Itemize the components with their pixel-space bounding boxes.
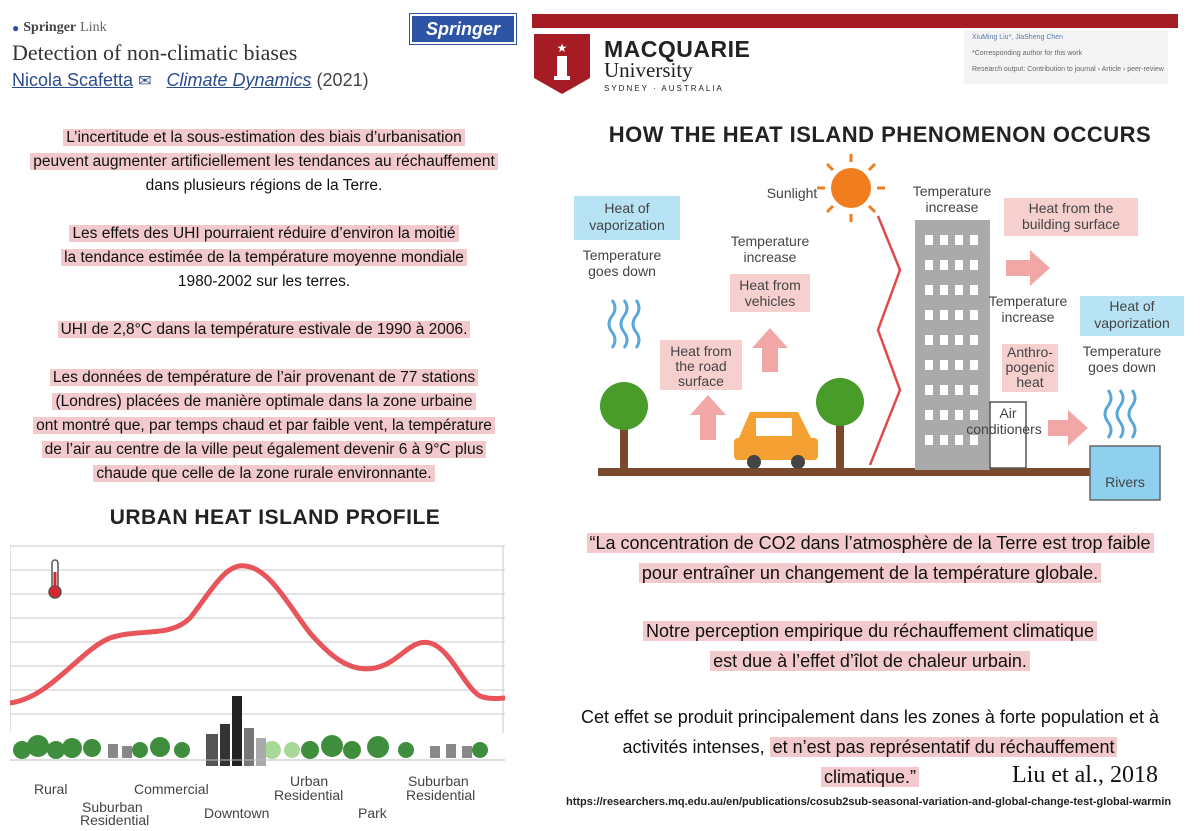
meta-note: *Corresponding author for this work <box>972 50 1083 57</box>
para1-line2: peuvent augmenter artificiellement les tendances au réchauffement <box>30 153 498 170</box>
para4-line5: chaude que celle de la zone rurale environnante. <box>93 465 434 482</box>
label-suburban-right: Suburban Residential <box>406 773 476 803</box>
para2-line3: 1980-2002 sur les terres. <box>177 273 351 290</box>
para2-line2: la tendance estimée de la température moyenne mondiale <box>61 249 467 266</box>
quote1-line1: “La concentration de CO2 dans l’atmosphère de la Terre est trop faible <box>587 533 1154 553</box>
tree-icon <box>600 378 864 468</box>
meta-authors[interactable]: XiuMing Liu*, JiaSheng Chen <box>972 34 1064 41</box>
year: (2021) <box>316 70 369 90</box>
paragraph-4 <box>10 366 518 486</box>
springer-brand: Springer <box>23 20 77 35</box>
publication-meta <box>964 30 1168 84</box>
author-link[interactable]: Nicola Scafetta <box>12 70 134 90</box>
sunlight-ray <box>870 216 900 465</box>
label-heat-building: Heat from the building surface <box>1021 200 1121 232</box>
para2-line1: Les effets des UHI pourraient réduire d’environ la moitié <box>69 225 458 242</box>
uhi-profile-chart <box>10 538 505 831</box>
para4-line3: ont montré que, par temps chaud et par faible vent, la température <box>33 417 495 434</box>
para4-line4: de l’air au centre de la ville peut également devenir 6 à 9°C plus <box>42 441 487 458</box>
quote2-line1: Notre perception empirique du réchauffement climatique <box>643 621 1097 641</box>
para1-line1: L’incertitude et la sous-estimation des biais d’urbanisation <box>63 129 464 146</box>
temperature-curve <box>10 566 505 703</box>
para4-line2: (Londres) placées de manière optimale dans la zone urbaine <box>52 393 475 410</box>
quote-2 <box>545 616 1195 676</box>
label-rivers: Rivers <box>1105 474 1145 490</box>
uhi-profile-title: URBAN HEAT ISLAND PROFILE <box>109 506 441 529</box>
para4-line1: Les données de température de l’air provenant de 77 stations <box>50 369 478 386</box>
car-icon <box>734 412 818 469</box>
springer-logo: Springer <box>410 14 516 44</box>
source-url[interactable]: https://researchers.mq.edu.au/en/publications/cosub2sub-seasonal-variation-and-global-change-test-global-warmin <box>566 796 1172 808</box>
citation: Liu et al., 2018 <box>1012 762 1158 788</box>
quote3-line1: Cet effet se produit principalement dans les zones à forte population et à <box>580 707 1160 727</box>
quote1-line2: pour entraîner un changement de la température globale. <box>639 563 1101 583</box>
label-commercial: Commercial <box>134 781 209 797</box>
skyline-illustration <box>10 696 505 766</box>
heat-island-diagram <box>560 150 1190 510</box>
label-temp-increase-right: Temperature increase <box>988 293 1068 325</box>
university-sub: University <box>604 58 693 82</box>
mail-icon[interactable]: ✉ <box>138 73 152 90</box>
top-color-bar <box>532 14 1178 28</box>
label-heat-vaporization-left: Heat of vaporization <box>589 200 665 233</box>
springer-link-suffix: Link <box>80 20 107 35</box>
para3-line1: UHI de 2,8°C dans la température estivale de 1990 à 2006. <box>58 321 471 338</box>
river-icon <box>1090 446 1160 500</box>
paragraph-1 <box>10 126 518 198</box>
quote3-line2a: activités intenses, <box>622 737 765 757</box>
label-rural: Rural <box>34 781 68 797</box>
label-temp-increase-mid: Temperature increase <box>730 233 810 265</box>
label-suburban-left: Suburban Residential <box>80 799 150 828</box>
university-name: MACQUARIE <box>604 36 751 62</box>
macquarie-shield-icon <box>532 32 592 96</box>
quote3-line3: climatique.” <box>821 767 919 787</box>
label-park: Park <box>358 805 387 821</box>
label-heat-road: Heat from the road surface <box>670 343 732 389</box>
paper-title: Detection of non-climatic biases <box>12 40 298 65</box>
label-heat-vehicles: Heat from vehicles <box>739 277 801 309</box>
journal-link[interactable]: Climate Dynamics <box>166 70 312 90</box>
sun-icon <box>817 154 885 222</box>
label-air-conditioners: Air conditioners <box>966 405 1042 437</box>
thermometer-icon <box>49 560 61 598</box>
label-sunlight: Sunlight <box>766 185 818 201</box>
label-anthropogenic: Anthro-pogenic heat <box>1005 344 1055 390</box>
para1-line3: dans plusieurs régions de la Terre. <box>145 177 383 194</box>
label-temp-down-left: Temperature goes down <box>582 247 662 279</box>
label-heat-vaporization-right: Heat of vaporization <box>1094 298 1170 331</box>
byline <box>12 70 369 91</box>
label-urban-residential: Urban Residential <box>274 773 344 803</box>
springer-leaf-icon: ● <box>12 21 20 35</box>
university-location: SYDNEY · AUSTRALIA <box>604 84 724 93</box>
label-downtown: Downtown <box>204 805 270 821</box>
quote2-line2: est due à l’effet d’îlot de chaleur urbain. <box>710 651 1030 671</box>
meta-output: Research output: Contribution to journal › Article › peer-review <box>972 66 1164 73</box>
label-temp-down-right: Temperature goes down <box>1082 343 1162 375</box>
label-temp-increase-top: Temperature increase <box>912 183 992 215</box>
svg-text:★: ★ <box>556 41 568 55</box>
quote3-line2b: et n’est pas représentatif du réchauffement <box>770 737 1118 757</box>
paragraph-2 <box>10 222 518 294</box>
diagram-title: HOW THE HEAT ISLAND PHENOMENON OCCURS <box>608 122 1152 147</box>
paragraph-3 <box>10 318 518 342</box>
quote-1 <box>545 528 1195 588</box>
springer-link-logo[interactable] <box>12 20 107 36</box>
